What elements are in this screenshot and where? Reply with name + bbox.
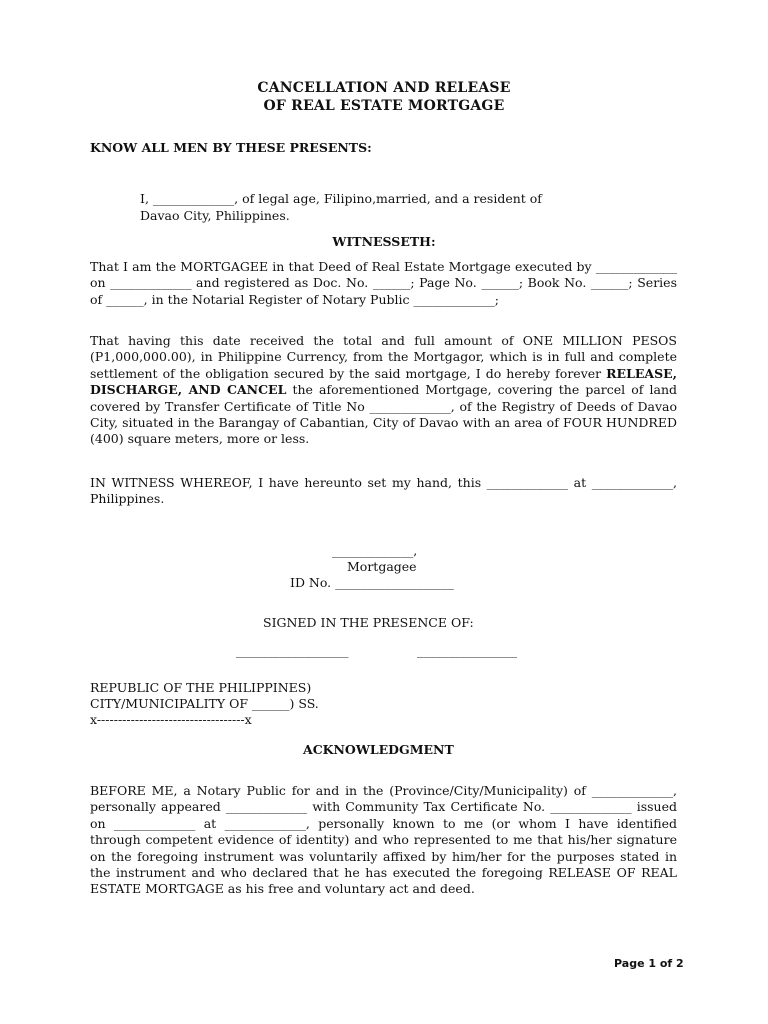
witnesseth-heading: WITNESSETH: xyxy=(332,234,436,249)
witness-2-line: ________________ xyxy=(417,643,517,658)
witness-1-line: __________________ xyxy=(236,643,349,658)
release-paragraph xyxy=(90,333,677,448)
venue-line-3: x-----------------------------------x xyxy=(90,712,252,727)
document-title-line-2: OF REAL ESTATE MORTGAGE xyxy=(263,98,505,114)
signature-id-number: ID No. ___________________ xyxy=(290,575,454,590)
know-all-men-heading: KNOW ALL MEN BY THESE PRESENTS: xyxy=(90,140,372,155)
witness-whereof-paragraph: IN WITNESS WHEREOF, I have hereunto set my hand, this _____________ at _____________, Philippines. xyxy=(90,475,677,507)
presence-heading: SIGNED IN THE PRESENCE OF: xyxy=(263,615,474,630)
venue-line-2: CITY/MUNICIPALITY OF ______) SS. xyxy=(90,696,319,711)
page-number: Page 1 of 2 xyxy=(614,957,684,970)
acknowledgment-paragraph: BEFORE ME, a Notary Public for and in the (Province/City/Municipality) of _____________, personally appeared _____________ with Community Tax Certificate No. _____________ issued on _____________ at _____________, personally known to me (or whom I have identified through competent evidence of identity) and who represented to me that his/her signature on the foregoing instrument was voluntarily affixed by him/her for the purposes stated in the instrument and who declared that he has executed the foregoing RELEASE OF REAL ESTATE MORTGAGE as his free and voluntary act and deed. xyxy=(90,783,677,897)
release-text-start: That having this date received the total and full amount of ONE MILLION PESOS (P1,000,000.00), in Philippine Currency, from the Mortgagor, which is in full and complete settlement of the obligation secured by the said mortgage, I do hereby forever xyxy=(90,333,677,381)
mortgagee-paragraph: That I am the MORTGAGEE in that Deed of Real Estate Mortgage executed by _____________ on _____________ and registered as Doc. No. ______; Page No. ______; Book No. ______; Series of ______, in the Notarial Register of Notary Public _____________; xyxy=(90,259,677,307)
signature-blank: _____________, xyxy=(332,543,418,558)
intro-line-1: I, _____________, of legal age, Filipino,married, and a resident of xyxy=(140,191,542,206)
document-title-line-1: CANCELLATION AND RELEASE xyxy=(257,80,511,96)
release-text-end: the aforementioned Mortgage, covering the parcel of land covered by Transfer Certificate of Title No _____________, of the Registry of Deeds of Davao City, situated in the Barangay of Cabantian, City of Davao with an area of FOUR HUNDRED (400) square meters, more or less. xyxy=(90,382,677,447)
intro-line-2: Davao City, Philippines. xyxy=(140,208,290,223)
acknowledgment-heading: ACKNOWLEDGMENT xyxy=(303,742,454,757)
signature-role: Mortgagee xyxy=(347,559,417,574)
release-bold-phrase: RELEASE, DISCHARGE, AND CANCEL xyxy=(90,365,677,398)
venue-line-1: REPUBLIC OF THE PHILIPPINES) xyxy=(90,680,312,695)
